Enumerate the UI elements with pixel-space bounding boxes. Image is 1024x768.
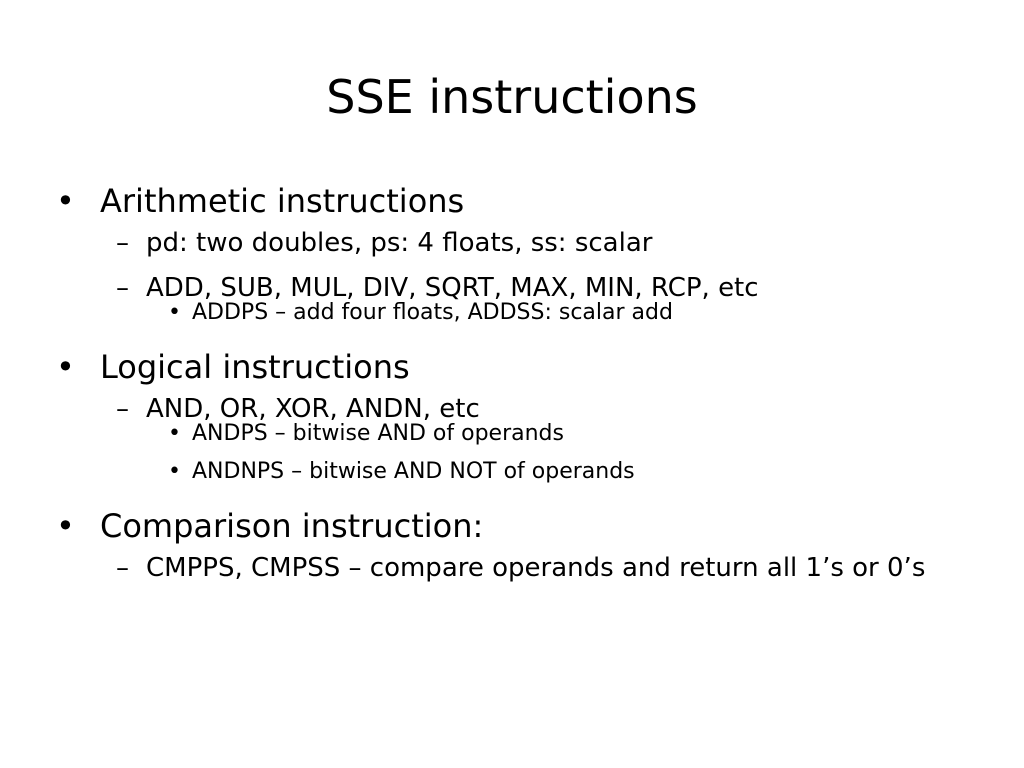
sub-item-text: CMPPS, CMPSS – compare operands and return all 1’s or 0’s	[146, 553, 926, 583]
sub-item-text: pd: two doubles, ps: 4 floats, ss: scalar	[146, 228, 653, 258]
bullet-icon: •	[56, 182, 75, 220]
bullet-item-comparison	[56, 500, 976, 584]
bullet-item-arithmetic	[56, 175, 976, 328]
bullet-icon: •	[56, 507, 75, 545]
dash-icon: –	[116, 553, 129, 583]
bullet-list	[56, 175, 976, 597]
sub-list	[100, 227, 976, 328]
sub-sub-item-text: ADDPS – add four floats, ADDSS: scalar add	[192, 300, 673, 325]
bullet-text: Arithmetic instructions	[100, 182, 465, 220]
sub-item	[56, 552, 976, 584]
dash-icon: –	[116, 273, 129, 303]
bullet-icon: •	[168, 300, 181, 325]
sub-sub-item-text: ANDPS – bitwise AND of operands	[192, 421, 564, 446]
sub-item-text: AND, OR, XOR, ANDN, etc	[146, 394, 480, 424]
sub-item-text: ADD, SUB, MUL, DIV, SQRT, MAX, MIN, RCP, etc	[146, 273, 759, 303]
dash-icon: –	[116, 228, 129, 258]
bullet-text: Comparison instruction:	[100, 507, 484, 545]
bullet-icon: •	[56, 348, 75, 386]
sub-sub-list	[146, 419, 976, 487]
slide-title: SSE instructions	[326, 70, 698, 124]
sub-list	[100, 552, 976, 584]
bullet-icon: •	[168, 421, 181, 446]
sub-list	[100, 393, 976, 487]
sub-item	[56, 393, 976, 487]
bullet-item-logical	[56, 341, 976, 487]
sub-sub-list	[146, 298, 976, 328]
dash-icon: –	[116, 394, 129, 424]
bullet-text: Logical instructions	[100, 348, 410, 386]
sub-sub-item	[102, 457, 976, 487]
sub-item	[56, 272, 976, 328]
bullet-icon: •	[168, 459, 181, 484]
sub-sub-item	[102, 419, 976, 449]
sub-sub-item-text: ANDNPS – bitwise AND NOT of operands	[192, 459, 635, 484]
sub-sub-item	[102, 298, 976, 328]
sub-item	[56, 227, 976, 259]
